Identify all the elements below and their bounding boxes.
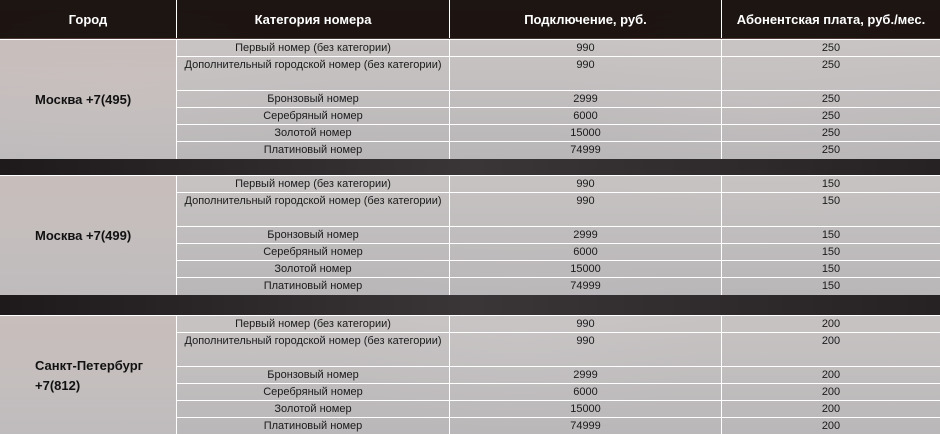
table-row [177,57,940,91]
category-cell: Золотой номер [177,261,450,277]
category-cell: Платиновый номер [177,142,450,159]
fee-cell: 250 [821,110,841,122]
table-row [177,278,940,295]
section-spb-812 [0,315,940,434]
header-category: Категория номера [177,0,450,38]
rows [177,176,940,295]
city-name: Москва +7(499) [35,227,132,243]
fee-cell: 250 [821,127,841,139]
fee-cell: 200 [821,386,841,398]
fee-cell: 150 [821,246,841,258]
table-row [177,40,940,57]
connection-cell: 990 [450,333,722,366]
category-cell: Серебряный номер [177,108,450,124]
category-cell: Дополнительный городской номер (без категории) [177,193,450,226]
fee-cell: 250 [821,42,841,54]
table-row [177,244,940,261]
category-cell: Бронзовый номер [177,91,450,107]
rows [177,316,940,434]
connection-cell: 990 [450,40,722,56]
fee-cell: 150 [821,229,841,241]
header-city: Город [0,0,177,38]
fee-cell: 150 [821,263,841,275]
table-row [177,401,940,418]
table-row [177,193,940,227]
fee-cell: 200 [821,335,841,347]
fee-cell: 250 [821,93,841,105]
rows [177,40,940,159]
connection-cell: 2999 [450,367,722,383]
fee-cell: 150 [821,280,841,292]
connection-cell: 15000 [450,401,722,417]
table-row [177,227,940,244]
category-cell: Бронзовый номер [177,367,450,383]
connection-cell: 74999 [450,278,722,295]
category-cell: Бронзовый номер [177,227,450,243]
header-fee: Абонентская плата, руб./мес. [736,11,926,27]
section-moscow-495 [0,39,940,159]
city-name: Санкт-Петербург [35,357,144,373]
category-cell: Первый номер (без категории) [177,316,450,332]
table-row [177,125,940,142]
table-row [177,367,940,384]
fee-cell: 250 [821,144,841,156]
table-row [177,176,940,193]
header-connection: Подключение, руб. [450,0,722,38]
category-cell: Дополнительный городской номер (без категории) [177,57,450,90]
table-row [177,384,940,401]
category-cell: Платиновый номер [177,278,450,295]
category-cell: Золотой номер [177,401,450,417]
section-divider [0,295,940,315]
category-cell: Дополнительный городской номер (без категории) [177,333,450,366]
city-code: +7(812) [35,377,81,393]
fee-cell: 200 [821,318,841,330]
category-cell: Платиновый номер [177,418,450,434]
table-row [177,316,940,333]
table-row [177,261,940,278]
table-row [177,333,940,367]
table-row [177,91,940,108]
city-cell [0,316,177,434]
category-cell: Серебряный номер [177,244,450,260]
city-cell [0,176,177,295]
fee-cell: 200 [821,403,841,415]
fee-cell: 150 [821,178,841,190]
city-cell [0,40,177,159]
connection-cell: 990 [450,57,722,90]
section-moscow-499 [0,175,940,295]
connection-cell: 2999 [450,91,722,107]
fee-cell: 250 [821,59,841,71]
connection-cell: 990 [450,316,722,332]
city-name: Москва +7(495) [35,91,132,107]
table-row [177,418,940,434]
connection-cell: 2999 [450,227,722,243]
connection-cell: 6000 [450,108,722,124]
connection-cell: 15000 [450,261,722,277]
category-cell: Золотой номер [177,125,450,141]
category-cell: Первый номер (без категории) [177,176,450,192]
category-cell: Серебряный номер [177,384,450,400]
table-row [177,108,940,125]
fee-cell: 200 [821,420,841,432]
connection-cell: 990 [450,176,722,192]
table-header [0,0,940,38]
section-divider [0,159,940,175]
connection-cell: 6000 [450,384,722,400]
connection-cell: 15000 [450,125,722,141]
table-row [177,142,940,159]
connection-cell: 74999 [450,142,722,159]
connection-cell: 6000 [450,244,722,260]
connection-cell: 74999 [450,418,722,434]
connection-cell: 990 [450,193,722,226]
fee-cell: 200 [821,369,841,381]
fee-cell: 150 [821,195,841,207]
category-cell: Первый номер (без категории) [177,40,450,56]
